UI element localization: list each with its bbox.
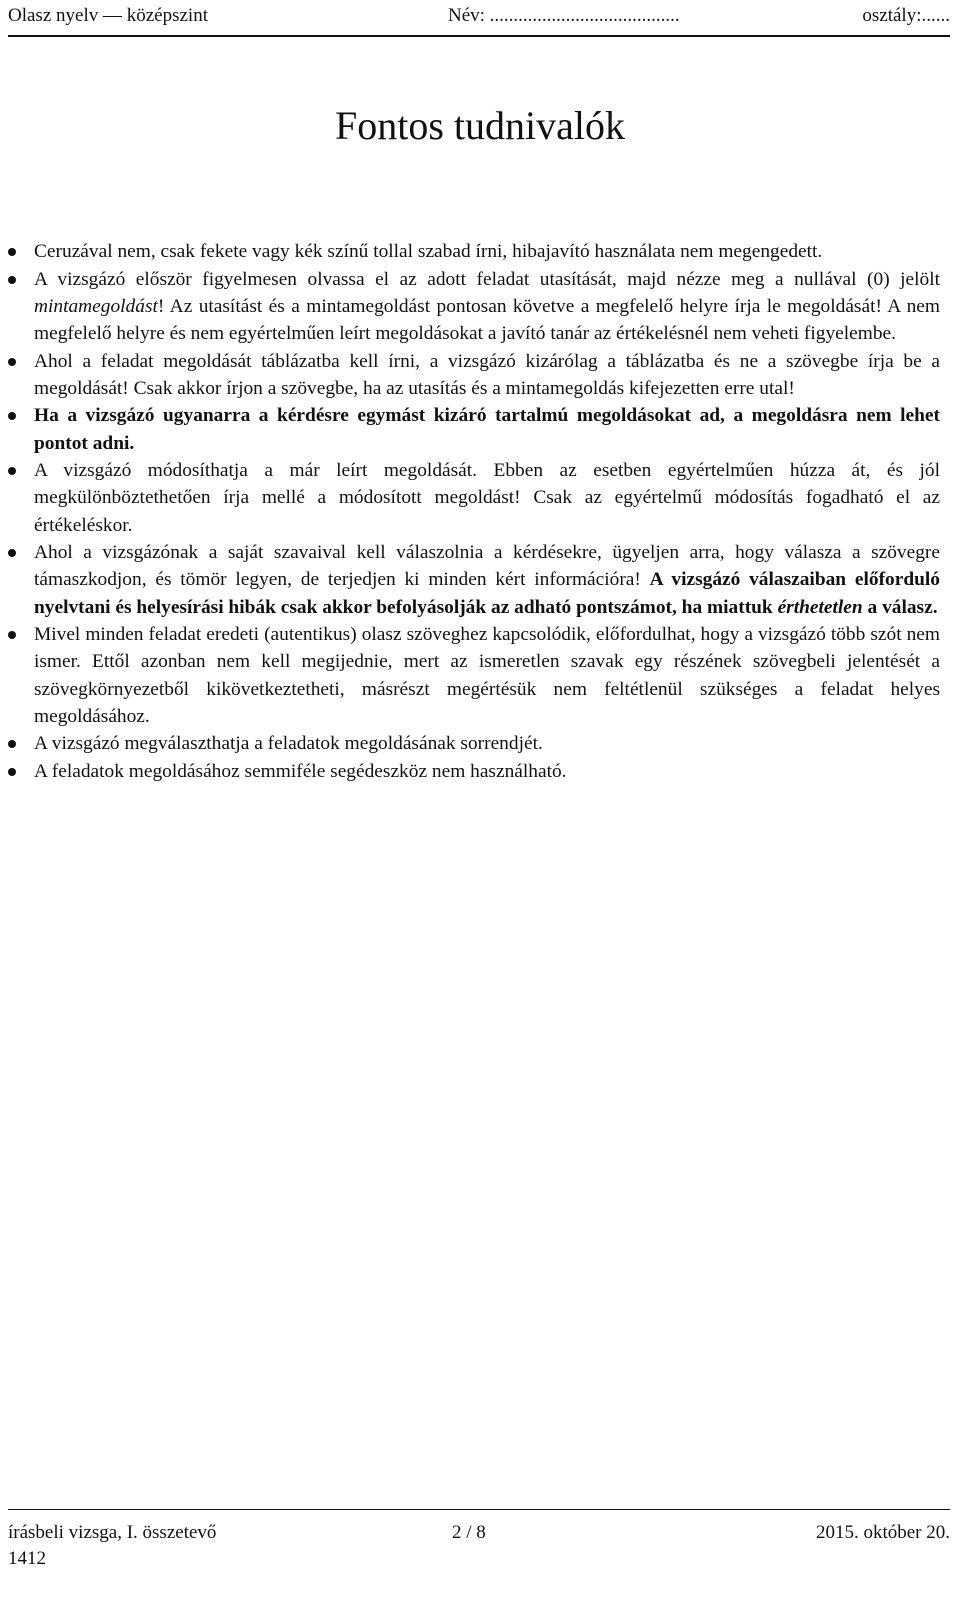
list-item xyxy=(34,621,940,730)
list-item-text: Mivel minden feladat eredeti (autentikus) olasz szöveghez kapcsolódik, előfordulhat, hogy a vizsgázó több szót nem ismer. Ettől azonban nem kell megijednie, mert az ismeretlen szavak egy részének szövegbeli jelentését a szövegkörnyezetből kikövetkeztetheti, másrészt megértésük nem feltétlenül szükséges a feladat helyes megoldásához. xyxy=(34,624,940,727)
page-footer xyxy=(8,1520,950,1572)
list-item xyxy=(34,238,940,265)
list-item xyxy=(34,539,940,621)
list-item xyxy=(34,730,940,757)
list-item xyxy=(34,758,940,785)
instructions-list xyxy=(34,238,940,786)
list-item-text: A vizsgázó megválaszthatja a feladatok megoldásának sorrendjét. xyxy=(34,733,543,755)
list-item-text: Ahol a vizsgázónak a saját szavaival kell válaszolnia a kérdésekre, ügyeljen arra, hogy válasza a szövegre támaszkodjon, és tömör legyen, de terjedjen ki minden kért információra! xyxy=(34,542,940,591)
bullet-icon xyxy=(8,276,16,284)
list-item-bold-text: A vizsgázó válaszaiban előforduló nyelvtani és helyesírási hibák csak akkor befolyásolják az adható pontszámot, ha miattuk xyxy=(34,569,940,618)
header-class-field: osztály:...... xyxy=(862,5,950,26)
header-name-field: Név: ........................................ xyxy=(448,5,680,26)
bullet-icon xyxy=(8,631,16,639)
bullet-icon xyxy=(8,740,16,748)
list-item-text: ! Az utasítást és a mintamegoldást pontosan követve a megfelelő helyre írja le megoldását! A nem megfelelő helyre és nem egyértelműen leírt megoldásokat a javító tanár az értékelésnél nem veheti figyelembe. xyxy=(34,295,940,344)
bullet-icon xyxy=(8,467,16,475)
footer-exam-label: írásbeli vizsga, I. összetevő xyxy=(8,1522,217,1543)
header-divider xyxy=(8,35,950,37)
bullet-icon xyxy=(8,549,16,557)
list-item-text: A vizsgázó először figyelmesen olvassa el az adott feladat utasítását, majd nézze meg a nullával (0) jelölt xyxy=(34,268,940,290)
header-subject: Olasz nyelv — középszint xyxy=(8,5,208,26)
list-item-text: A feladatok megoldásához semmiféle segédeszköz nem használható. xyxy=(34,760,567,782)
footer-divider xyxy=(8,1509,950,1510)
page-title: Fontos tudnivalók xyxy=(334,103,626,148)
footer-page-number: 2 / 8 xyxy=(452,1522,486,1543)
list-item xyxy=(34,266,940,348)
bullet-icon xyxy=(8,358,16,366)
bullet-icon xyxy=(8,768,16,776)
list-item-text: Ahol a feladat megoldását táblázatba kell írni, a vizsgázó kizárólag a táblázatba és ne a szövegbe írja be a megoldását! Csak akkor írjon a szövegbe, ha az utasítás és a mintamegoldás kifejezetten erre utal! xyxy=(34,350,940,399)
list-item-bold-text: a válasz. xyxy=(862,596,938,618)
list-item-emphasis: mintamegoldást xyxy=(34,295,158,317)
list-item xyxy=(34,402,940,456)
list-item-text: Ceruzával nem, csak fekete vagy kék színű tollal szabad írni, hibajavító használata nem megengedett. xyxy=(34,241,823,262)
list-item-bold-text: Ha a vizsgázó ugyanarra a kérdésre egymást kizáró tartalmú megoldásokat ad, a megoldásra nem lehet pontot adni. xyxy=(34,405,940,454)
bullet-icon xyxy=(8,412,16,420)
footer-date: 2015. október 20. xyxy=(815,1522,950,1543)
list-item xyxy=(34,457,940,539)
list-item xyxy=(34,348,940,402)
bullet-icon xyxy=(8,248,16,256)
list-item-bold-emphasis: érthetetlen xyxy=(777,596,863,618)
footer-exam-code: 1412 xyxy=(8,1548,46,1569)
list-item-text: A vizsgázó módosíthatja a már leírt megoldását. Ebben az esetben egyértelműen húzza át, és jól megkülönböztethetően írja mellé a módosított megoldást! Csak az egyértelmű módosítás fogadható el az értékeléskor. xyxy=(34,460,940,536)
page-header xyxy=(8,4,950,32)
